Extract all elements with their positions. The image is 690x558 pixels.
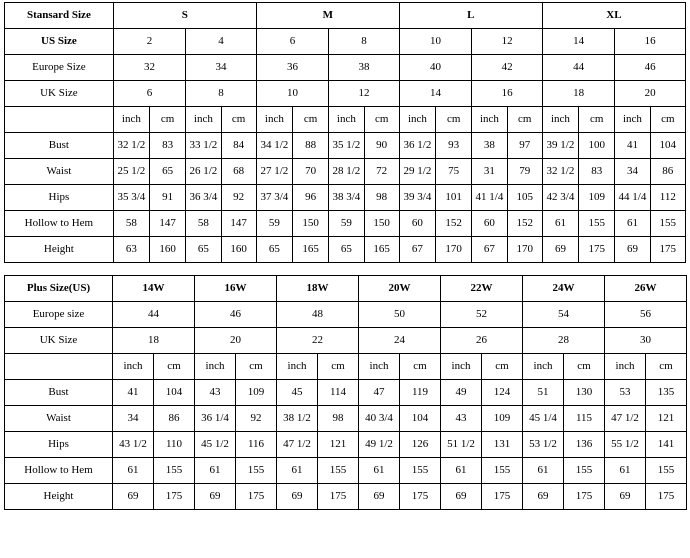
- cell: 68: [221, 159, 256, 185]
- unit-cell: cm: [364, 107, 399, 133]
- row-label-height: Height: [5, 237, 114, 263]
- cell: 98: [318, 406, 359, 432]
- cell: 44: [113, 302, 195, 328]
- row-label-waist: Waist: [5, 406, 113, 432]
- cell: 115: [564, 406, 605, 432]
- row-label-hips: Hips: [5, 432, 113, 458]
- cell: 39 3/4: [399, 185, 435, 211]
- cell: 175: [650, 237, 685, 263]
- cell: 59: [256, 211, 292, 237]
- cell: 160: [150, 237, 186, 263]
- table-row-hollow-to-hem: [5, 458, 687, 484]
- cell: 59: [329, 211, 364, 237]
- cell: 165: [293, 237, 329, 263]
- unit-row-blank: [5, 354, 113, 380]
- cell: 147: [221, 211, 256, 237]
- cell: 155: [650, 211, 685, 237]
- table-row-hollow-to-hem: [5, 211, 686, 237]
- cell: 92: [221, 185, 256, 211]
- table-row-us-size: [5, 29, 686, 55]
- cell: 39 1/2: [542, 133, 578, 159]
- cell: 47 1/2: [605, 406, 646, 432]
- table-row-height: [5, 484, 687, 510]
- cell: 175: [646, 484, 687, 510]
- cell: 121: [318, 432, 359, 458]
- table-row-bust: [5, 380, 687, 406]
- cell: 135: [646, 380, 687, 406]
- cell: 45 1/2: [195, 432, 236, 458]
- cell: 56: [605, 302, 687, 328]
- cell: 41: [113, 380, 154, 406]
- cell: 175: [579, 237, 615, 263]
- cell: 38: [329, 55, 400, 81]
- cell: 61: [441, 458, 482, 484]
- table-row-units: [5, 354, 687, 380]
- unit-cell: cm: [507, 107, 542, 133]
- unit-cell: inch: [399, 107, 435, 133]
- unit-cell: cm: [400, 354, 441, 380]
- cell: 35 3/4: [113, 185, 149, 211]
- cell: 10: [399, 29, 472, 55]
- group-label-l: L: [399, 3, 542, 29]
- cell: 155: [318, 458, 359, 484]
- unit-cell: cm: [154, 354, 195, 380]
- group-label-14w: 14W: [113, 276, 195, 302]
- cell: 116: [236, 432, 277, 458]
- table-row-hips: [5, 432, 687, 458]
- cell: 16: [615, 29, 686, 55]
- cell: 86: [154, 406, 195, 432]
- cell: 55 1/2: [605, 432, 646, 458]
- cell: 61: [615, 211, 650, 237]
- unit-cell: inch: [277, 354, 318, 380]
- cell: 170: [436, 237, 472, 263]
- unit-cell: cm: [564, 354, 605, 380]
- cell: 18: [542, 81, 615, 107]
- cell: 16: [472, 81, 543, 107]
- cell: 72: [364, 159, 399, 185]
- cell: 22: [277, 328, 359, 354]
- cell: 38 1/2: [277, 406, 318, 432]
- cell: 27 1/2: [256, 159, 292, 185]
- cell: 65: [186, 237, 221, 263]
- unit-cell: inch: [523, 354, 564, 380]
- cell: 109: [236, 380, 277, 406]
- cell: 45 1/4: [523, 406, 564, 432]
- cell: 96: [293, 185, 329, 211]
- cell: 51 1/2: [441, 432, 482, 458]
- cell: 14: [542, 29, 615, 55]
- cell: 91: [150, 185, 186, 211]
- cell: 155: [400, 458, 441, 484]
- cell: 93: [436, 133, 472, 159]
- row-label-hips: Hips: [5, 185, 114, 211]
- unit-cell: inch: [256, 107, 292, 133]
- table-row-europe-size: [5, 55, 686, 81]
- table-separator: [4, 263, 686, 275]
- cell: 36 1/2: [399, 133, 435, 159]
- cell: 36 1/4: [195, 406, 236, 432]
- cell: 60: [472, 211, 507, 237]
- cell: 36: [256, 55, 329, 81]
- cell: 50: [359, 302, 441, 328]
- cell: 136: [564, 432, 605, 458]
- cell: 165: [364, 237, 399, 263]
- cell: 34: [186, 55, 257, 81]
- group-label-22w: 22W: [441, 276, 523, 302]
- cell: 147: [150, 211, 186, 237]
- cell: 65: [256, 237, 292, 263]
- cell: 100: [579, 133, 615, 159]
- cell: 61: [277, 458, 318, 484]
- cell: 6: [113, 81, 186, 107]
- cell: 47: [359, 380, 400, 406]
- unit-cell: cm: [221, 107, 256, 133]
- unit-row-blank: [5, 107, 114, 133]
- unit-cell: inch: [615, 107, 650, 133]
- cell: 155: [564, 458, 605, 484]
- cell: 8: [186, 81, 257, 107]
- unit-cell: cm: [650, 107, 685, 133]
- group-label-xl: XL: [542, 3, 685, 29]
- cell: 61: [605, 458, 646, 484]
- cell: 8: [329, 29, 400, 55]
- unit-cell: cm: [646, 354, 687, 380]
- cell: 109: [579, 185, 615, 211]
- cell: 20: [195, 328, 277, 354]
- cell: 170: [507, 237, 542, 263]
- table-row-hips: [5, 185, 686, 211]
- table-row-europe-size: [5, 302, 687, 328]
- cell: 97: [507, 133, 542, 159]
- cell: 47 1/2: [277, 432, 318, 458]
- cell: 104: [400, 406, 441, 432]
- cell: 43: [195, 380, 236, 406]
- unit-cell: inch: [472, 107, 507, 133]
- cell: 69: [441, 484, 482, 510]
- cell: 121: [646, 406, 687, 432]
- cell: 44: [542, 55, 615, 81]
- unit-cell: cm: [436, 107, 472, 133]
- cell: 104: [154, 380, 195, 406]
- row-label-europe-size: Europe size: [5, 302, 113, 328]
- unit-cell: cm: [236, 354, 277, 380]
- cell: 98: [364, 185, 399, 211]
- cell: 155: [646, 458, 687, 484]
- cell: 35 1/2: [329, 133, 364, 159]
- row-label-uk-size: UK Size: [5, 328, 113, 354]
- table-row-waist: [5, 159, 686, 185]
- group-label-20w: 20W: [359, 276, 441, 302]
- cell: 155: [579, 211, 615, 237]
- cell: 45: [277, 380, 318, 406]
- cell: 90: [364, 133, 399, 159]
- cell: 69: [615, 237, 650, 263]
- cell: 155: [236, 458, 277, 484]
- cell: 54: [523, 302, 605, 328]
- cell: 61: [542, 211, 578, 237]
- cell: 41: [615, 133, 650, 159]
- cell: 46: [195, 302, 277, 328]
- cell: 38: [472, 133, 507, 159]
- cell: 31: [472, 159, 507, 185]
- table-row-uk-size: [5, 81, 686, 107]
- cell: 61: [113, 458, 154, 484]
- unit-cell: cm: [318, 354, 359, 380]
- cell: 36 3/4: [186, 185, 221, 211]
- cell: 25 1/2: [113, 159, 149, 185]
- cell: 28: [523, 328, 605, 354]
- cell: 70: [293, 159, 329, 185]
- cell: 58: [186, 211, 221, 237]
- cell: 105: [507, 185, 542, 211]
- group-label-26w: 26W: [605, 276, 687, 302]
- cell: 42 3/4: [542, 185, 578, 211]
- cell: 150: [293, 211, 329, 237]
- cell: 34: [615, 159, 650, 185]
- cell: 109: [482, 406, 523, 432]
- cell: 110: [154, 432, 195, 458]
- cell: 32 1/2: [113, 133, 149, 159]
- cell: 52: [441, 302, 523, 328]
- row-label-hollow-to-hem: Hollow to Hem: [5, 458, 113, 484]
- cell: 175: [236, 484, 277, 510]
- cell: 48: [277, 302, 359, 328]
- group-label-24w: 24W: [523, 276, 605, 302]
- cell: 155: [154, 458, 195, 484]
- cell: 60: [399, 211, 435, 237]
- cell: 58: [113, 211, 149, 237]
- unit-cell: inch: [542, 107, 578, 133]
- cell: 44 1/4: [615, 185, 650, 211]
- cell: 18: [113, 328, 195, 354]
- table-row-header: [5, 276, 687, 302]
- cell: 92: [236, 406, 277, 432]
- cell: 12: [472, 29, 543, 55]
- row-label-europe-size: Europe Size: [5, 55, 114, 81]
- cell: 28 1/2: [329, 159, 364, 185]
- cell: 160: [221, 237, 256, 263]
- cell: 41 1/4: [472, 185, 507, 211]
- cell: 175: [482, 484, 523, 510]
- cell: 46: [615, 55, 686, 81]
- unit-cell: inch: [359, 354, 400, 380]
- cell: 175: [564, 484, 605, 510]
- plus-size-chart: [4, 275, 687, 510]
- cell: 53: [605, 380, 646, 406]
- cell: 49 1/2: [359, 432, 400, 458]
- cell: 43 1/2: [113, 432, 154, 458]
- cell: 49: [441, 380, 482, 406]
- cell: 152: [436, 211, 472, 237]
- cell: 69: [277, 484, 318, 510]
- table-row-uk-size: [5, 328, 687, 354]
- cell: 101: [436, 185, 472, 211]
- plus-size-title: Plus Size(US): [5, 276, 113, 302]
- cell: 84: [221, 133, 256, 159]
- cell: 86: [650, 159, 685, 185]
- table-row-height: [5, 237, 686, 263]
- cell: 34: [113, 406, 154, 432]
- cell: 69: [113, 484, 154, 510]
- cell: 43: [441, 406, 482, 432]
- unit-cell: cm: [579, 107, 615, 133]
- unit-cell: cm: [150, 107, 186, 133]
- cell: 79: [507, 159, 542, 185]
- cell: 69: [542, 237, 578, 263]
- group-label-m: M: [256, 3, 399, 29]
- unit-cell: inch: [605, 354, 646, 380]
- cell: 38 3/4: [329, 185, 364, 211]
- cell: 141: [646, 432, 687, 458]
- cell: 63: [113, 237, 149, 263]
- cell: 4: [186, 29, 257, 55]
- unit-cell: inch: [329, 107, 364, 133]
- cell: 32: [113, 55, 186, 81]
- cell: 26 1/2: [186, 159, 221, 185]
- cell: 61: [523, 458, 564, 484]
- standard-size-title: Stansard Size: [5, 3, 114, 29]
- cell: 69: [605, 484, 646, 510]
- unit-cell: inch: [113, 354, 154, 380]
- cell: 20: [615, 81, 686, 107]
- cell: 88: [293, 133, 329, 159]
- table-row-units: [5, 107, 686, 133]
- cell: 75: [436, 159, 472, 185]
- cell: 175: [318, 484, 359, 510]
- cell: 65: [150, 159, 186, 185]
- cell: 152: [507, 211, 542, 237]
- table-row-waist: [5, 406, 687, 432]
- group-label-16w: 16W: [195, 276, 277, 302]
- cell: 119: [400, 380, 441, 406]
- group-label-18w: 18W: [277, 276, 359, 302]
- cell: 30: [605, 328, 687, 354]
- standard-size-chart: [4, 2, 686, 263]
- row-label-us-size: US Size: [5, 29, 114, 55]
- table-row-bust: [5, 133, 686, 159]
- cell: 83: [579, 159, 615, 185]
- cell: 42: [472, 55, 543, 81]
- cell: 61: [359, 458, 400, 484]
- unit-cell: inch: [113, 107, 149, 133]
- row-label-waist: Waist: [5, 159, 114, 185]
- cell: 69: [195, 484, 236, 510]
- cell: 53 1/2: [523, 432, 564, 458]
- cell: 114: [318, 380, 359, 406]
- cell: 175: [400, 484, 441, 510]
- cell: 33 1/2: [186, 133, 221, 159]
- cell: 150: [364, 211, 399, 237]
- cell: 69: [359, 484, 400, 510]
- unit-cell: cm: [482, 354, 523, 380]
- cell: 6: [256, 29, 329, 55]
- cell: 112: [650, 185, 685, 211]
- cell: 29 1/2: [399, 159, 435, 185]
- cell: 26: [441, 328, 523, 354]
- cell: 175: [154, 484, 195, 510]
- row-label-uk-size: UK Size: [5, 81, 114, 107]
- cell: 2: [113, 29, 186, 55]
- cell: 37 3/4: [256, 185, 292, 211]
- cell: 32 1/2: [542, 159, 578, 185]
- cell: 126: [400, 432, 441, 458]
- cell: 67: [399, 237, 435, 263]
- unit-cell: inch: [195, 354, 236, 380]
- unit-cell: inch: [186, 107, 221, 133]
- unit-cell: inch: [441, 354, 482, 380]
- cell: 131: [482, 432, 523, 458]
- row-label-bust: Bust: [5, 133, 114, 159]
- row-label-hollow-to-hem: Hollow to Hem: [5, 211, 114, 237]
- cell: 124: [482, 380, 523, 406]
- group-label-s: S: [113, 3, 256, 29]
- table-row-header: [5, 3, 686, 29]
- cell: 10: [256, 81, 329, 107]
- cell: 34 1/2: [256, 133, 292, 159]
- cell: 104: [650, 133, 685, 159]
- cell: 40 3/4: [359, 406, 400, 432]
- cell: 24: [359, 328, 441, 354]
- cell: 83: [150, 133, 186, 159]
- row-label-bust: Bust: [5, 380, 113, 406]
- cell: 40: [399, 55, 472, 81]
- cell: 67: [472, 237, 507, 263]
- cell: 69: [523, 484, 564, 510]
- cell: 51: [523, 380, 564, 406]
- cell: 65: [329, 237, 364, 263]
- cell: 130: [564, 380, 605, 406]
- unit-cell: cm: [293, 107, 329, 133]
- cell: 155: [482, 458, 523, 484]
- row-label-height: Height: [5, 484, 113, 510]
- cell: 61: [195, 458, 236, 484]
- cell: 14: [399, 81, 472, 107]
- cell: 12: [329, 81, 400, 107]
